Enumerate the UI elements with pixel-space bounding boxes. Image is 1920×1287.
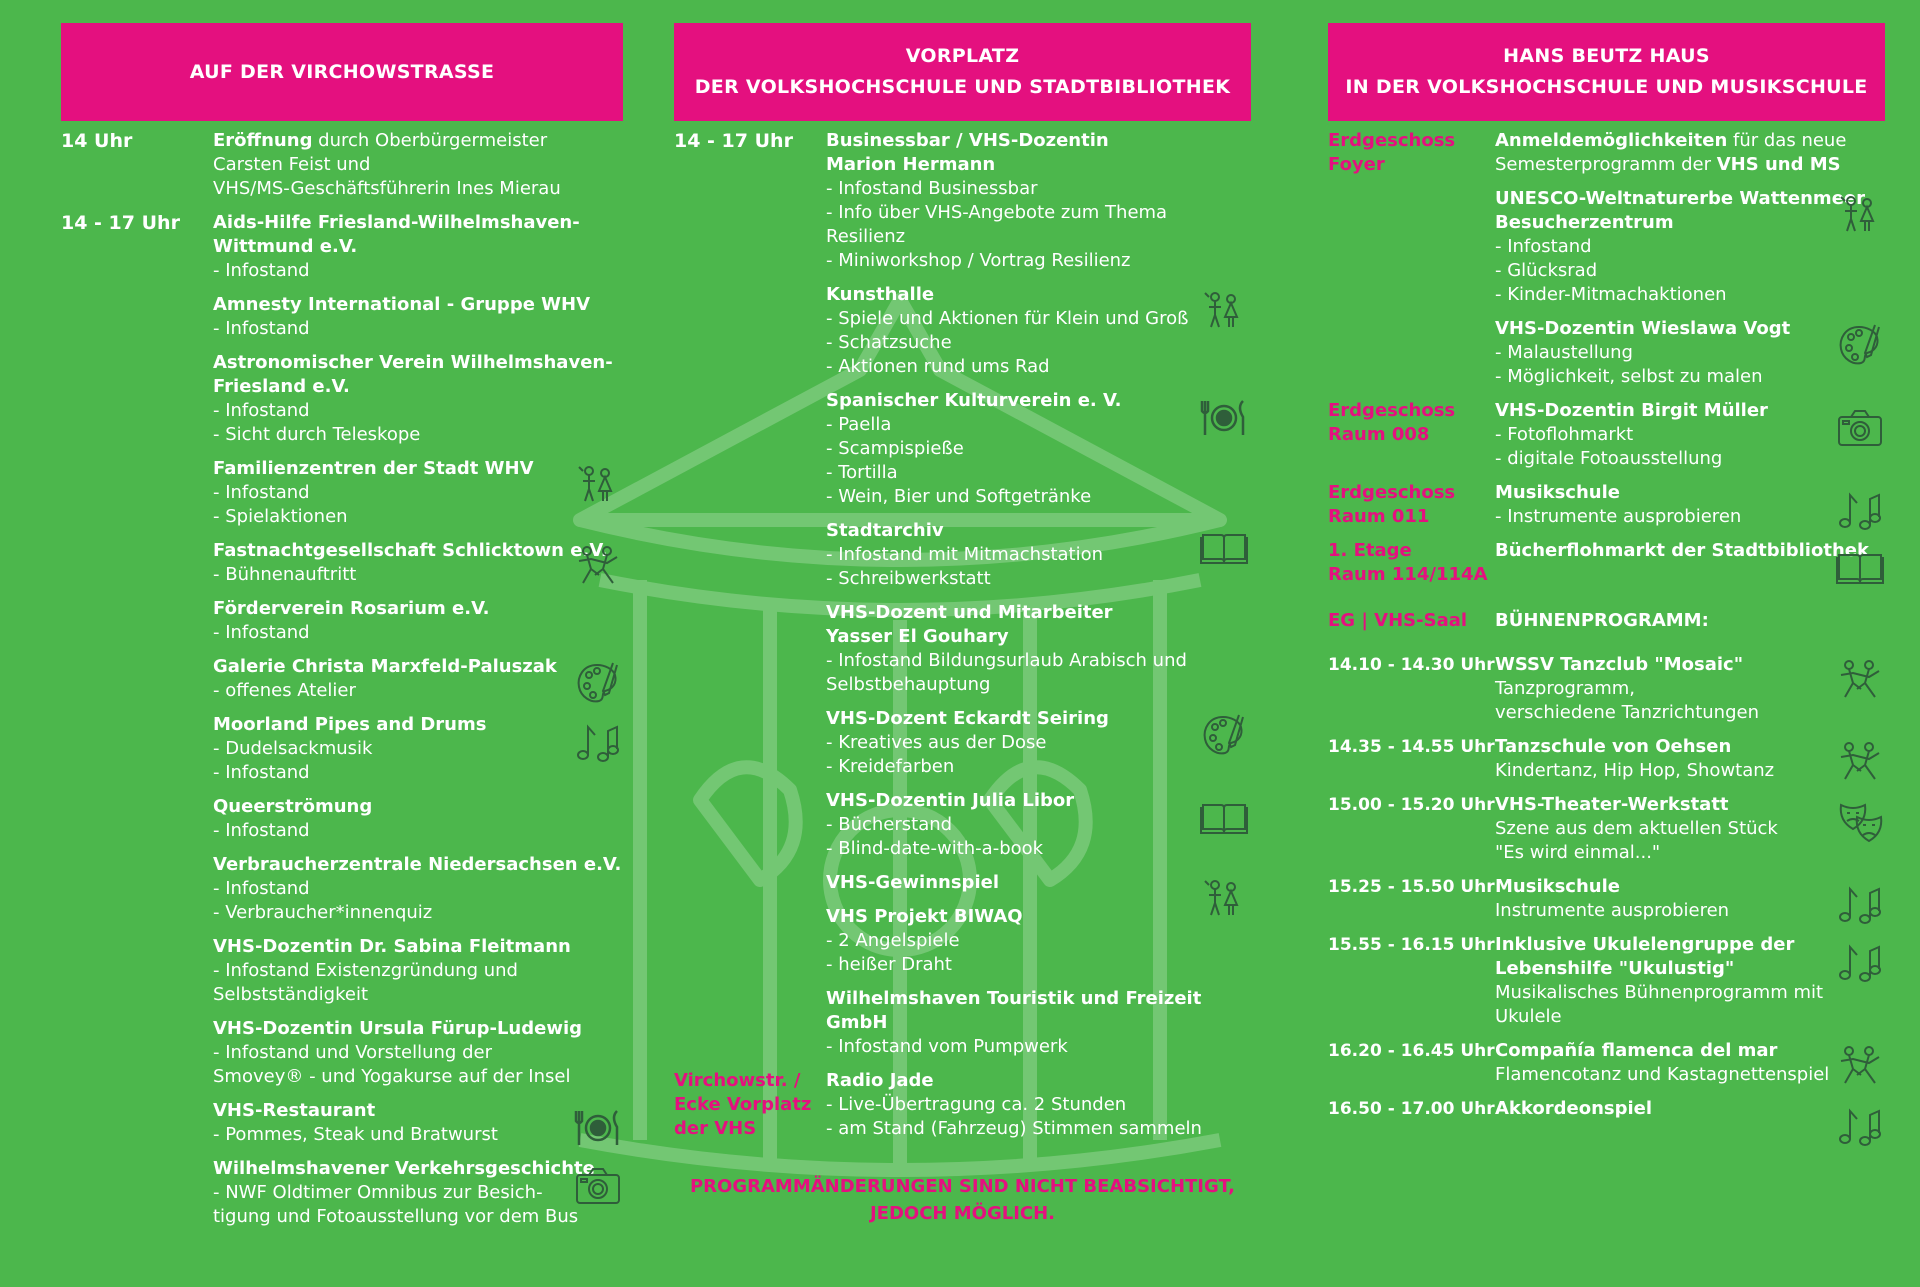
program-change-note-line: JEDOCH MÖGLICH.	[869, 1203, 1056, 1224]
location-label: Erdgeschoss Raum 008	[1328, 400, 1456, 445]
item-title: Tanzschule von Oehsen	[1495, 736, 1732, 757]
program-item-unesco-weltnaturerbe-wattenmeer-besucher	[1328, 187, 1885, 307]
item-text	[826, 1069, 1251, 1141]
item-title: Musikschule	[1495, 482, 1620, 503]
item-title: VHS-Dozentin Birgit Müller	[1495, 400, 1768, 421]
item-text	[1495, 793, 1885, 865]
kids-icon	[1835, 191, 1885, 241]
item-text	[826, 389, 1251, 509]
section-header-line: DER VOLKSHOCHSCHULE UND STADTBIBLIOTHEK	[694, 76, 1231, 98]
dance-icon	[1835, 739, 1885, 789]
item-text	[1495, 933, 1885, 1029]
time-label	[674, 601, 826, 697]
item-text	[213, 713, 623, 785]
program-item-eroffnung	[61, 129, 623, 201]
item-description: - Infostand - Spielaktionen	[213, 482, 348, 527]
camera-icon	[573, 1161, 623, 1211]
item-text	[1495, 399, 1885, 471]
item-text	[213, 351, 623, 447]
kids-icon	[1199, 287, 1249, 337]
time-label	[674, 905, 826, 977]
time-label: 15.55 - 16.15 Uhr	[1328, 935, 1495, 955]
time-label: 15.00 - 15.20 Uhr	[1328, 795, 1495, 815]
item-description: - Infostand mit Mitmachstation - Schreibwerkstatt	[826, 544, 1104, 589]
item-description: - Infostand - Sicht durch Teleskope	[213, 400, 421, 445]
item-description: - Instrumente ausprobieren	[1495, 506, 1742, 527]
item-title: Stadtarchiv	[826, 520, 944, 541]
item-title: Galerie Christa Marxfeld-Paluszak	[213, 656, 557, 677]
item-description: - Infostand Businessbar - Info über VHS-Angebote zum Thema Resilienz - Miniworkshop / Vortrag Resilienz	[826, 178, 1168, 271]
program-item-vhs-dozent-und-mitarbeiter-yasser-el-gou	[674, 601, 1251, 697]
program-item-vhs-dozentin-wieslawa-vogt	[1328, 317, 1885, 389]
item-text	[1495, 481, 1885, 529]
item-title: Inklusive Ukulelengruppe der Lebenshilfe "Ukulustig"	[1495, 934, 1795, 979]
program-item-astronomischer-verein-wilhelmshaven-frie	[61, 351, 623, 447]
item-title: BÜHNENPROGRAMM:	[1495, 610, 1709, 631]
program-item-verbraucherzentrale-niedersachsen-e-v	[61, 853, 623, 925]
item-title: WSSV Tanzclub "Mosaic"	[1495, 654, 1744, 675]
item-text	[826, 871, 1251, 895]
time-label	[61, 853, 213, 925]
program-item-bucherflohmarkt-der-stadtbibliothek	[1328, 539, 1885, 587]
program-item-musikschule	[1328, 875, 1885, 923]
item-description: - Paella - Scampispieße - Tortilla - Wein, Bier und Softgetränke	[826, 414, 1092, 507]
time-label	[674, 707, 826, 779]
time-label: 14.35 - 14.55 Uhr	[1328, 737, 1495, 757]
item-text	[826, 519, 1251, 591]
item-title: VHS-Dozentin Julia Libor	[826, 790, 1075, 811]
item-text	[826, 987, 1251, 1059]
item-text	[1495, 187, 1885, 307]
stage-program-heading	[1328, 609, 1885, 633]
item-description: - 2 Angelspiele - heißer Draht	[826, 930, 960, 975]
section-header	[674, 23, 1251, 121]
item-text	[213, 1099, 623, 1147]
time-label	[61, 293, 213, 341]
item-text	[213, 853, 623, 925]
food-icon	[573, 1103, 623, 1153]
item-text	[213, 655, 623, 703]
item-title: Wilhelmshavener Verkehrsgeschichte	[213, 1158, 595, 1179]
item-description: - Infostand	[213, 820, 310, 841]
program-item-wilhelmshaven-touristik-und-freizeit-gmb	[674, 987, 1251, 1059]
section-header	[61, 23, 623, 121]
program-item-amnesty-international-gruppe-whv	[61, 293, 623, 341]
program-change-note	[674, 1173, 1251, 1227]
item-title: Familienzentren der Stadt WHV	[213, 458, 534, 479]
item-text	[826, 283, 1251, 379]
item-text	[213, 1017, 623, 1089]
item-text	[213, 457, 623, 529]
time-label	[61, 935, 213, 1007]
item-description: - Fotoflohmarkt - digitale Fotoausstellung	[1495, 424, 1723, 469]
item-description: Tanzprogramm, verschiedene Tanzrichtungen	[1495, 678, 1759, 723]
column-virchowstrasse	[61, 23, 623, 1239]
section-header-line: HANS BEUTZ HAUS	[1503, 45, 1710, 67]
program-item-wilhelmshavener-verkehrsgeschichte	[61, 1157, 623, 1229]
item-text	[1495, 735, 1885, 783]
item-title: VHS-Dozentin Wieslawa Vogt	[1495, 318, 1791, 339]
item-text	[826, 601, 1251, 697]
location-label: Erdgeschoss Raum 011	[1328, 482, 1456, 527]
item-text	[826, 707, 1251, 779]
time-label	[61, 795, 213, 843]
time-label	[61, 539, 213, 587]
item-title: VHS-Dozentin Dr. Sabina Fleitmann	[213, 936, 571, 957]
time-label	[1328, 187, 1495, 307]
item-title: Eröffnung	[213, 130, 313, 151]
program-item-forderverein-rosarium-e-v	[61, 597, 623, 645]
item-text	[1495, 1097, 1885, 1121]
item-title: Compañía flamenca del mar	[1495, 1040, 1778, 1061]
item-text	[1495, 609, 1885, 633]
section-header-line: VORPLATZ	[905, 45, 1020, 67]
item-title: VHS-Dozent Eckardt Seiring	[826, 708, 1109, 729]
program-item-vhs-theater-werkstatt	[1328, 793, 1885, 865]
item-title: VHS-Dozent und Mitarbeiter Yasser El Gouhary	[826, 602, 1113, 647]
location-label: Virchowstr. / Ecke Vorplatz der VHS	[674, 1070, 812, 1139]
program-item-vhs-dozent-eckardt-seiring	[674, 707, 1251, 779]
item-description: Szene aus dem aktuellen Stück "Es wird einmal..."	[1495, 818, 1778, 863]
item-title: VHS-Gewinnspiel	[826, 872, 999, 893]
item-title: Aids-Hilfe Friesland-Wilhelmshaven- Wittmund e.V.	[213, 212, 580, 257]
item-description: - Live-Übertragung ca. 2 Stunden - am Stand (Fahrzeug) Stimmen sammeln	[826, 1094, 1202, 1139]
item-description: - Infostand - Glücksrad - Kinder-Mitmachaktionen	[1495, 236, 1727, 305]
item-title: VHS-Dozentin Ursula Fürup-Ludewig	[213, 1018, 583, 1039]
program-item-aids-hilfe-friesland-wilhelmshaven-wittm	[61, 211, 623, 283]
item-title: Spanischer Kulturverein e. V.	[826, 390, 1122, 411]
program-item-inklusive-ukulelengruppe-der-lebenshilfe	[1328, 933, 1885, 1029]
item-title: Fastnachtgesellschaft Schlicktown e.V.	[213, 540, 608, 561]
time-label: 14 - 17 Uhr	[674, 130, 793, 152]
program-item-businessbar-vhs-dozentin-marion-hermann	[674, 129, 1251, 273]
program-item-vhs-dozentin-birgit-muller	[1328, 399, 1885, 471]
dance-icon	[573, 543, 623, 593]
item-text	[826, 129, 1251, 273]
program-item-kunsthalle	[674, 283, 1251, 379]
program-item-galerie-christa-marxfeld-paluszak	[61, 655, 623, 703]
item-title-rest: durch Oberbürgermeister	[312, 130, 548, 151]
time-label: 16.20 - 16.45 Uhr	[1328, 1041, 1495, 1061]
item-text	[1495, 875, 1885, 923]
camera-icon	[1835, 403, 1885, 453]
item-text	[826, 905, 1251, 977]
item-text	[1495, 653, 1885, 725]
item-description: - Spiele und Aktionen für Klein und Groß - Schatzsuche - Aktionen rund ums Rad	[826, 308, 1189, 377]
time-label	[61, 655, 213, 703]
section-header-line: AUF DER VIRCHOWSTRASSE	[189, 60, 495, 83]
item-text	[1495, 129, 1885, 177]
music-icon	[1835, 879, 1885, 929]
item-description: Semesterprogramm der VHS und MS	[1495, 154, 1841, 175]
theater-icon	[1835, 797, 1885, 847]
item-title: VHS Projekt BIWAQ	[826, 906, 1023, 927]
item-description: - Malaustellung - Möglichkeit, selbst zu malen	[1495, 342, 1763, 387]
item-description: - Infostand - Verbraucher*innenquiz	[213, 878, 433, 923]
program-item-vhs-dozentin-ursula-furup-ludewig	[61, 1017, 623, 1089]
item-description: Musikalisches Bühnenprogramm mit Ukulele	[1495, 982, 1824, 1027]
item-description: - NWF Oldtimer Omnibus zur Besich- tigung und Fotoausstellung vor dem Bus	[213, 1182, 579, 1227]
program-item-vhs-gewinnspiel	[674, 871, 1251, 895]
item-description: - Infostand Existenzgründung und Selbstständigkeit	[213, 960, 518, 1005]
item-title: Wilhelmshaven Touristik und Freizeit GmbH	[826, 988, 1202, 1033]
item-title: VHS-Restaurant	[213, 1100, 376, 1121]
time-label: 14 Uhr	[61, 130, 133, 152]
music-icon	[573, 717, 623, 767]
palette-icon	[1835, 321, 1885, 371]
item-description: - Pommes, Steak und Bratwurst	[213, 1124, 498, 1145]
program-item-fastnachtgesellschaft-schlicktown-e-v	[61, 539, 623, 587]
book-icon	[1199, 523, 1249, 573]
item-description: - Bühnenauftritt	[213, 564, 357, 585]
time-label	[61, 713, 213, 785]
time-label	[61, 1099, 213, 1147]
item-description: - Infostand	[213, 318, 310, 339]
item-description-bold: VHS und MS	[1716, 154, 1841, 175]
item-description: - Infostand Bildungsurlaub Arabisch und Selbstbehauptung	[826, 650, 1187, 695]
item-description: - Kreatives aus der Dose - Kreidefarben	[826, 732, 1047, 777]
item-text	[213, 293, 623, 341]
program-item-compania-flamenca-del-mar	[1328, 1039, 1885, 1087]
book-icon	[1835, 543, 1885, 593]
location-label: EG | VHS-Saal	[1328, 610, 1468, 631]
time-label	[61, 351, 213, 447]
program-item-radio-jade	[674, 1069, 1251, 1141]
item-text	[1495, 539, 1885, 587]
program-change-note-line: PROGRAMMÄNDERUNGEN SIND NICHT BEABSICHTIGT,	[689, 1176, 1236, 1197]
music-icon	[1835, 937, 1885, 987]
item-text	[213, 597, 623, 645]
program-item-musikschule	[1328, 481, 1885, 529]
item-text	[213, 539, 623, 587]
palette-icon	[573, 659, 623, 709]
item-title-rest: für das neue	[1727, 130, 1847, 151]
item-text	[213, 935, 623, 1007]
time-label	[61, 457, 213, 529]
item-title: UNESCO-Weltnaturerbe Wattenmeer Besucherzentrum	[1495, 188, 1865, 233]
time-label	[674, 283, 826, 379]
program-item-vhs-dozentin-julia-libor	[674, 789, 1251, 861]
location-label: 1. Etage Raum 114/114A	[1328, 540, 1488, 585]
program-item-moorland-pipes-and-drums	[61, 713, 623, 785]
book-icon	[1199, 793, 1249, 843]
item-text	[1495, 1039, 1885, 1087]
program-item-spanischer-kulturverein-e-v	[674, 389, 1251, 509]
item-text	[213, 795, 623, 843]
item-description: - Infostand	[213, 622, 310, 643]
time-label	[674, 519, 826, 591]
item-description: - Infostand vom Pumpwerk	[826, 1036, 1068, 1057]
item-description: - Bücherstand - Blind-date-with-a-book	[826, 814, 1044, 859]
section-header-line: IN DER VOLKSHOCHSCHULE UND MUSIKSCHULE	[1345, 76, 1868, 98]
program-item-anmeldemoglichkeiten	[1328, 129, 1885, 177]
kids-icon	[573, 461, 623, 511]
time-label: 14 - 17 Uhr	[61, 212, 180, 234]
program-item-vhs-restaurant	[61, 1099, 623, 1147]
item-description: Instrumente ausprobieren	[1495, 900, 1730, 921]
music-icon	[1835, 1101, 1885, 1151]
time-label: 16.50 - 17.00 Uhr	[1328, 1099, 1495, 1119]
item-title: Förderverein Rosarium e.V.	[213, 598, 490, 619]
program-item-familienzentren-der-stadt-whv	[61, 457, 623, 529]
food-icon	[1199, 393, 1249, 443]
item-text	[213, 211, 623, 283]
item-title: Amnesty International - Gruppe WHV	[213, 294, 591, 315]
music-icon	[1835, 485, 1885, 535]
time-label	[1328, 317, 1495, 389]
item-title: Akkordeonspiel	[1495, 1098, 1653, 1119]
time-label: 15.25 - 15.50 Uhr	[1328, 877, 1495, 897]
item-description: - Dudelsackmusik - Infostand	[213, 738, 373, 783]
item-title: Verbraucherzentrale Niedersachsen e.V.	[213, 854, 622, 875]
time-label	[61, 597, 213, 645]
item-title: VHS-Theater-Werkstatt	[1495, 794, 1729, 815]
program-item-vhs-projekt-biwaq	[674, 905, 1251, 977]
item-title: Moorland Pipes and Drums	[213, 714, 487, 735]
column-vorplatz	[674, 23, 1251, 1227]
item-text	[213, 129, 623, 201]
item-title: Anmeldemöglichkeiten	[1495, 130, 1728, 151]
item-title: Kunsthalle	[826, 284, 935, 305]
item-description: - offenes Atelier	[213, 680, 356, 701]
item-description: Kindertanz, Hip Hop, Showtanz	[1495, 760, 1775, 781]
item-description: Flamencotanz und Kastagnettenspiel	[1495, 1064, 1830, 1085]
time-label	[674, 389, 826, 509]
dance-icon	[1835, 657, 1885, 707]
palette-icon	[1199, 711, 1249, 761]
item-description: Carsten Feist und VHS/MS-Geschäftsführerin Ines Mierau	[213, 154, 561, 199]
item-title: Astronomischer Verein Wilhelmshaven- Friesland e.V.	[213, 352, 613, 397]
item-title: Queerströmung	[213, 796, 373, 817]
item-description: - Infostand	[213, 260, 310, 281]
program-item-queerstromung	[61, 795, 623, 843]
program-item-wssv-tanzclub-mosaic	[1328, 653, 1885, 725]
program-item-tanzschule-von-oehsen	[1328, 735, 1885, 783]
program-item-stadtarchiv	[674, 519, 1251, 591]
item-title: Businessbar / VHS-Dozentin Marion Hermann	[826, 130, 1109, 175]
item-description: - Infostand und Vorstellung der Smovey® - und Yogakurse auf der Insel	[213, 1042, 571, 1087]
time-label: 14.10 - 14.30 Uhr	[1328, 655, 1495, 675]
item-text	[213, 1157, 623, 1229]
item-title: Radio Jade	[826, 1070, 934, 1091]
item-text	[826, 789, 1251, 861]
time-label	[674, 789, 826, 861]
dance-icon	[1835, 1043, 1885, 1093]
time-label	[61, 1017, 213, 1089]
item-text	[1495, 317, 1885, 389]
time-label	[674, 987, 826, 1059]
section-header	[1328, 23, 1885, 121]
program-item-vhs-dozentin-dr-sabina-fleitmann	[61, 935, 623, 1007]
time-label	[61, 1157, 213, 1229]
program-item-akkordeonspiel	[1328, 1097, 1885, 1121]
location-label: Erdgeschoss Foyer	[1328, 130, 1456, 175]
item-title: Musikschule	[1495, 876, 1620, 897]
item-title: Bücherflohmarkt der Stadtbibliothek	[1495, 540, 1869, 561]
time-label	[674, 871, 826, 895]
column-hans-beutz-haus	[1328, 23, 1885, 1131]
